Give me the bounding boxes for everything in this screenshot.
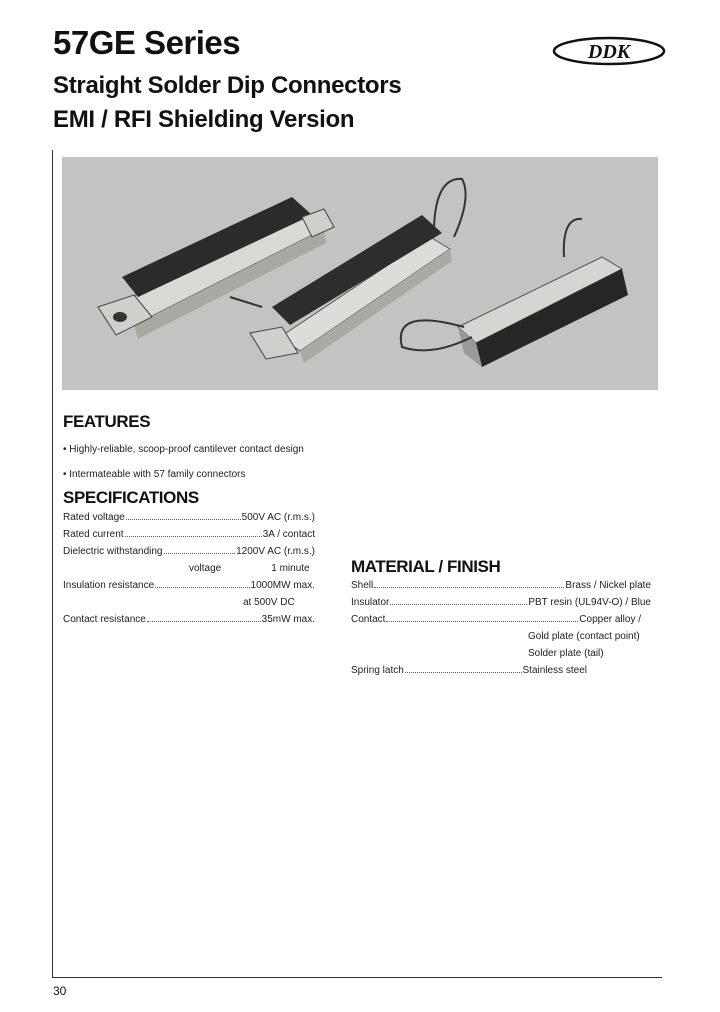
material-value: PBT resin (UL94V-O) / Blue (528, 597, 651, 608)
material-value: Copper alloy / (579, 614, 641, 625)
spec-row-insulation (63, 580, 315, 591)
product-photo (62, 157, 658, 390)
page-frame-left (52, 150, 53, 978)
page-number: 30 (53, 984, 67, 998)
material-value: Stainless steel (522, 665, 587, 676)
features-heading: FEATURES (63, 412, 151, 431)
material-row-spring-latch (351, 665, 587, 676)
page-title: 57GE Series (53, 24, 241, 61)
spec-value: 1200V AC (r.m.s.) (236, 546, 315, 557)
spec-row-dielectric (63, 546, 315, 557)
spec-continuation: voltage 1 minute (189, 563, 310, 574)
specifications-heading: SPECIFICATIONS (63, 488, 199, 507)
feature-item: • Intermateable with 57 family connectors (63, 469, 246, 480)
spec-row-rated-voltage (63, 512, 315, 523)
material-label: Spring latch (351, 665, 404, 676)
material-label: Insulator (351, 597, 390, 608)
material-label: Contact (351, 614, 386, 625)
spec-label: Insulation resistance (63, 580, 155, 591)
spec-value: 35mW max. (261, 614, 315, 625)
spec-label: Rated current (63, 529, 124, 540)
spec-label: Dielectric withstanding (63, 546, 163, 557)
page-subtitle-2: EMI / RFI Shielding Version (53, 106, 355, 133)
connector-photo-illustration (62, 157, 658, 390)
material-continuation: Solder plate (tail) (528, 648, 604, 659)
page-frame-bottom (52, 977, 662, 978)
spec-value: 1000MW max. (250, 580, 315, 591)
feature-item: • Highly-reliable, scoop-proof cantilever contact design (63, 444, 304, 455)
material-row-shell (351, 580, 651, 591)
spec-label: Contact resistance (63, 614, 146, 625)
spec-continuation: at 500V DC (243, 597, 295, 608)
ddk-logo (551, 36, 667, 66)
material-row-insulator (351, 597, 651, 608)
logo-text: DDK (587, 41, 631, 63)
material-value: Brass / Nickel plate (565, 580, 651, 591)
spec-value: 500V AC (r.m.s.) (241, 512, 315, 523)
material-label: Shell (351, 580, 374, 591)
spec-label: Rated voltage (63, 512, 125, 523)
spec-row-rated-current (63, 529, 315, 540)
material-heading: MATERIAL / FINISH (351, 557, 501, 576)
material-continuation: Gold plate (contact point) (528, 631, 640, 642)
material-row-contact (351, 614, 641, 625)
page-subtitle: Straight Solder Dip Connectors (53, 72, 402, 99)
spec-row-contact-resistance (63, 614, 315, 625)
spec-value: 3A / contact (262, 529, 315, 540)
